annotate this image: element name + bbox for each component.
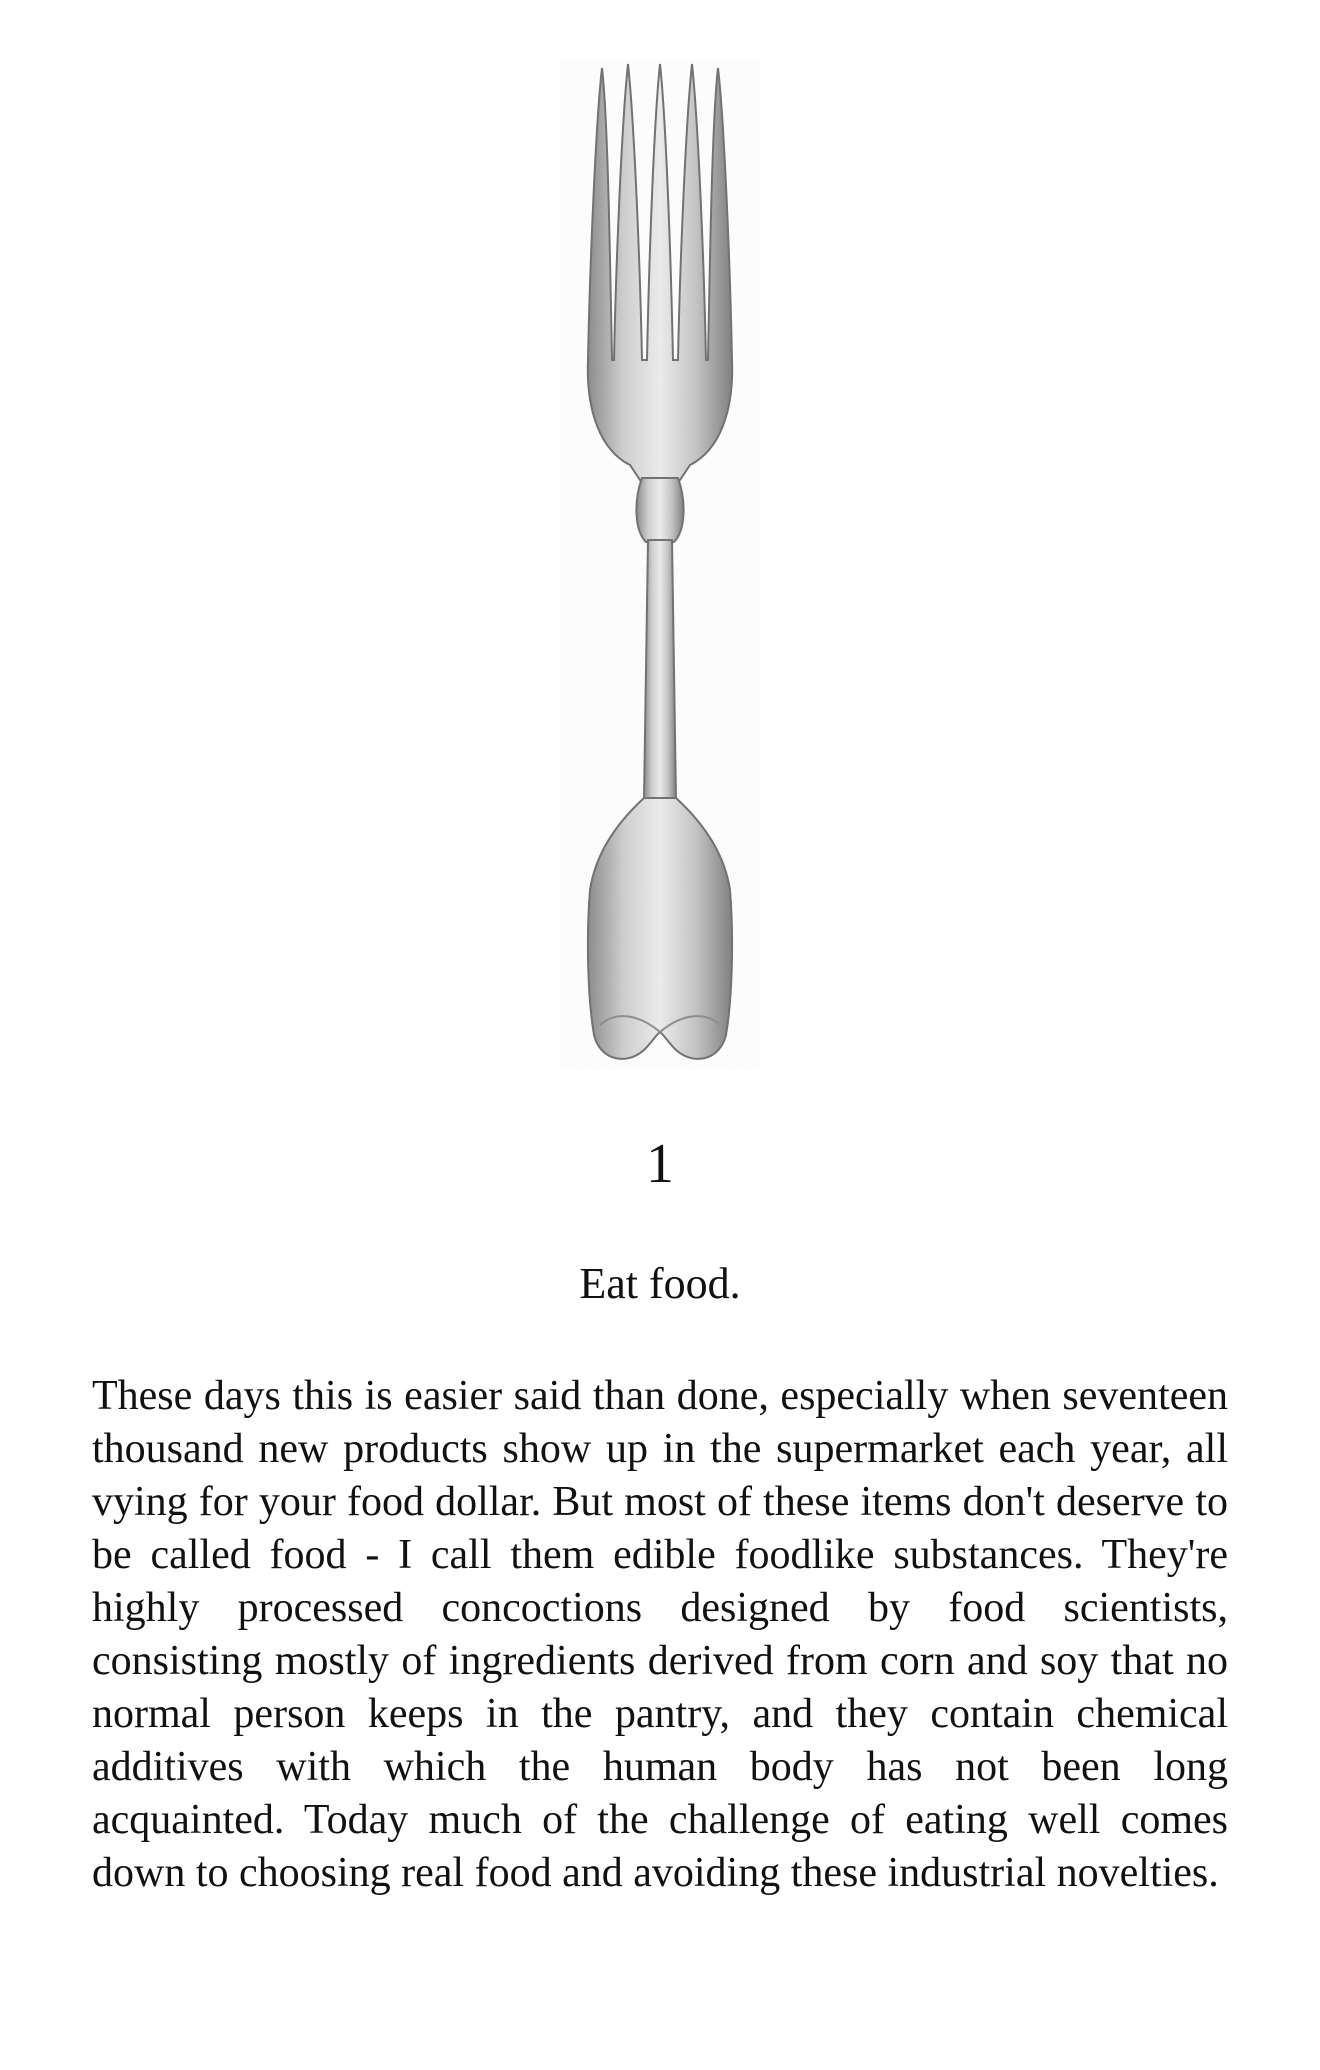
chapter-number: 1 xyxy=(646,1133,674,1195)
body-paragraph: These days this is easier said than done, especially when seventeen thousand new products show up in the supermarket each year, all vying for your food dollar. But most of these items don't deserve to be called food - I call them edible foodlike substances. They're highly processed concoctions designed by food scientists, consisting mostly of ingredients derived from corn and soy that no normal person keeps in the pantry, and they contain chemical additives with which the human body has not been long acquainted. Today much of the challenge of eating well comes down to choosing real food and avoiding these industrial novelties. xyxy=(92,1373,1228,1896)
chapter-title: Eat food. xyxy=(579,1259,741,1308)
fork-icon xyxy=(560,60,760,1070)
